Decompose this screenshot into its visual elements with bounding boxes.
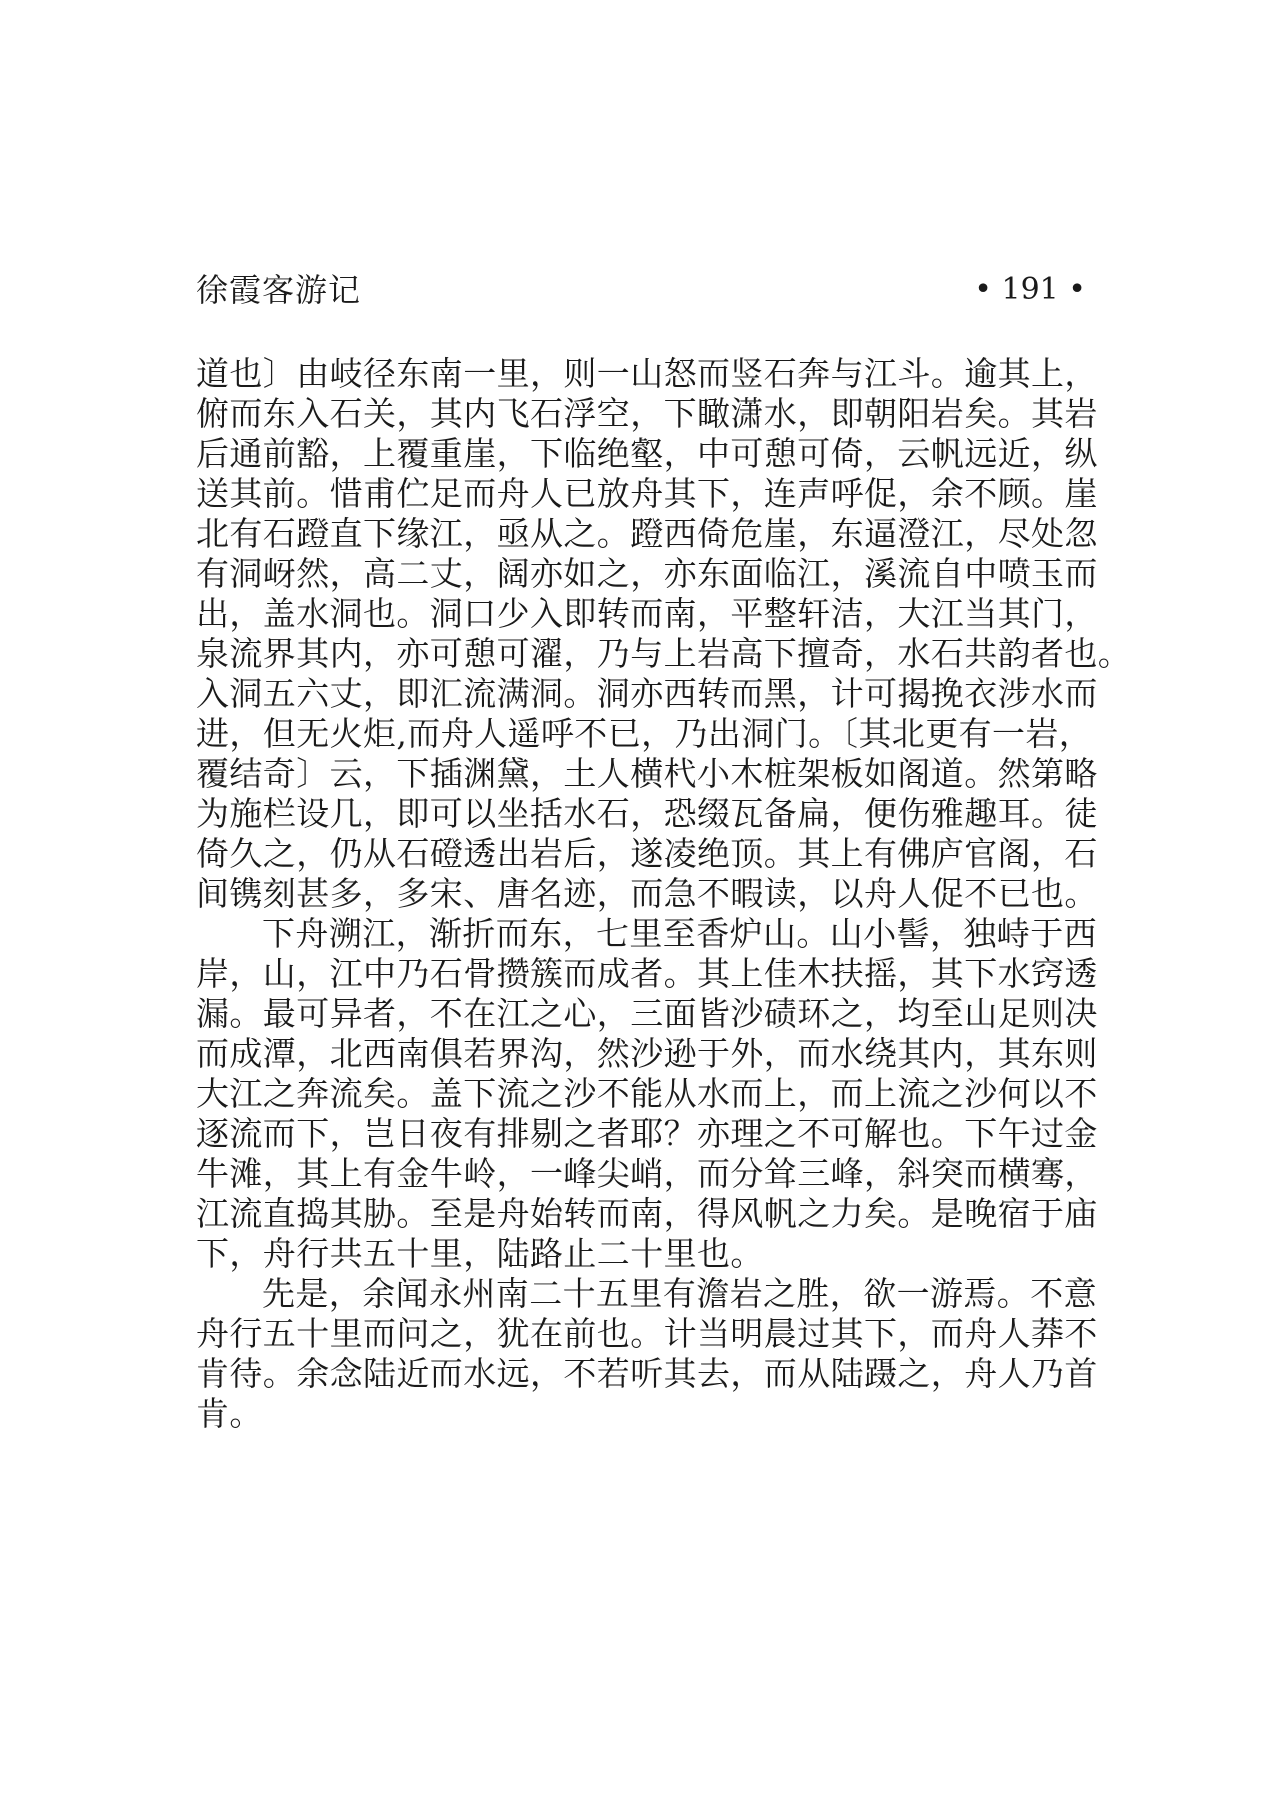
body-text <box>196 354 1132 1434</box>
text-line: 而成潭，北西南俱若界沟，然沙逊于外，而水绕其内，其东则 <box>196 1034 1098 1073</box>
text-line: 肯。 <box>196 1394 263 1433</box>
text-line: 后通前豁，上覆重崖，下临绝壑，中可憩可倚，云帆远近，纵 <box>196 434 1098 473</box>
text-line: 大江之奔流矣。盖下流之沙不能从水而上，而上流之沙何以不 <box>196 1074 1098 1113</box>
text-line: 逐流而下，岂日夜有排剔之者耶？亦理之不可解也。下午过金 <box>196 1114 1098 1153</box>
paragraph-first-line: 先是，余闻永州南二十五里有澹岩之胜，欲一游焉。不意 <box>262 1274 1097 1313</box>
text-line: 送其前。惜甫伫足而舟人已放舟其下，连声呼促，余不顾。崖 <box>196 474 1098 513</box>
text-line: 舟行五十里而问之，犹在前也。计当明晨过其下，而舟人莽不 <box>196 1314 1098 1353</box>
text-line: 泉流界其内，亦可憩可濯，乃与上岩高下擅奇，水石共韵者也。 <box>196 634 1132 673</box>
text-line: 肯待。余念陆近而水远，不若听其去，而从陆蹑之，舟人乃首 <box>196 1354 1098 1393</box>
text-line: 下，舟行共五十里，陆路止二十里也。 <box>196 1234 764 1273</box>
text-line: 牛滩，其上有金牛岭，一峰尖峭，而分耸三峰，斜突而横骞， <box>196 1154 1098 1193</box>
text-line: 漏。最可异者，不在江之心，三面皆沙碛环之，均至山足则决 <box>196 994 1098 1033</box>
paragraph-first-line: 下舟溯江，渐折而东，七里至香炉山。山小髻，独峙于西 <box>262 914 1097 953</box>
text-line: 道也〕由岐径东南一里，则一山怒而竖石奔与江斗。逾其上， <box>196 354 1098 393</box>
running-header <box>196 268 1086 312</box>
text-line: 俯而东入石关，其内飞石浮空，下瞰潇水，即朝阳岩矣。其岩 <box>196 394 1098 433</box>
text-line: 有洞岈然，高二丈，阔亦如之，亦东面临江，溪流自中喷玉而 <box>196 554 1098 593</box>
book-title: 徐霞客游记 <box>196 271 362 309</box>
text-line: 北有石蹬直下缘江，亟从之。蹬西倚危崖，东逼澄江，尽处忽 <box>196 514 1098 553</box>
text-line: 岸，山，江中乃石骨攒簇而成者。其上佳木扶摇，其下水窍透 <box>196 954 1098 993</box>
text-line: 覆结奇〕云，下插渊黛，土人横杙小木桩架板如阁道。然第略 <box>196 754 1098 793</box>
text-line: 为施栏设几，即可以坐括水石，恐缀瓦备扁，便伤雅趣耳。徒 <box>196 794 1098 833</box>
text-line: 间镌刻甚多，多宋、唐名迹，而急不暇读，以舟人促不已也。 <box>196 874 1098 913</box>
text-line: 入洞五六丈，即汇流满洞。洞亦西转而黑，计可揭挽衣涉水而 <box>196 674 1098 713</box>
page-number: • 191 • <box>974 272 1086 307</box>
text-line: 倚久之，仍从石磴透出岩后，遂凌绝顶。其上有佛庐官阁，石 <box>196 834 1098 873</box>
text-line: 出，盖水洞也。洞口少入即转而南，平整轩洁，大江当其门， <box>196 594 1098 633</box>
text-line: 进，但无火炬,而舟人遥呼不已，乃出洞门。〔其北更有一岩， <box>196 714 1093 753</box>
text-line: 江流直捣其胁。至是舟始转而南，得风帆之力矣。是晚宿于庙 <box>196 1194 1098 1233</box>
